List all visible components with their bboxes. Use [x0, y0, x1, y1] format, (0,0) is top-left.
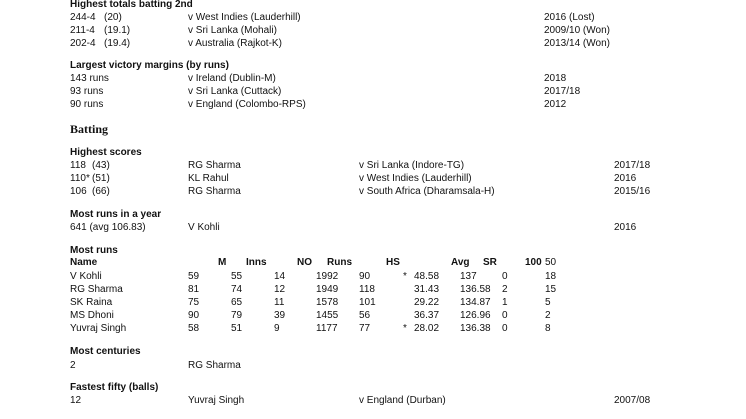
margin-opponent: v England (Colombo-RPS) — [188, 99, 306, 110]
runs-row-not-outs: 39 — [274, 310, 286, 321]
runs-row-matches: 59 — [188, 271, 200, 282]
batting-title: Batting — [70, 122, 109, 136]
total-season: 2009/10 (Won) — [544, 25, 610, 36]
margin-opponent: v Ireland (Dublin-M) — [188, 73, 276, 84]
column-header-innings: Inns — [246, 257, 267, 268]
runs-row-hundreds: 0 — [502, 323, 508, 334]
runs-row-fifties: 8 — [545, 323, 551, 334]
runs-row-hundreds: 0 — [502, 310, 508, 321]
centuries-count: 2 — [70, 360, 76, 371]
total-opponent: v Australia (Rajkot-K) — [188, 38, 282, 49]
total-overs: (19.1) — [104, 25, 131, 36]
column-header-average: Avg — [451, 257, 470, 268]
score-balls: (51) — [92, 173, 110, 184]
column-header-hundreds: 100 — [525, 257, 542, 268]
runs-row-runs: 1177 — [316, 323, 338, 334]
column-header-not-outs: NO — [297, 257, 312, 268]
runs-row-not-outs: 9 — [274, 323, 280, 334]
runs-row-average: 48.58 — [414, 271, 440, 282]
runs-row-runs: 1992 — [316, 271, 339, 282]
score-value: 106 — [70, 186, 87, 197]
runs-row-hundreds: 0 — [502, 271, 508, 282]
runs-row-name: Yuvraj Singh — [70, 323, 127, 334]
runs-row-strike-rate: 136.58 — [460, 284, 491, 295]
runs-row-innings: 51 — [231, 323, 243, 334]
runs-row-hundreds: 1 — [502, 297, 508, 308]
score-player: KL Rahul — [188, 173, 229, 184]
score-balls: (66) — [92, 186, 110, 197]
runs-row-high-score: 118 — [359, 284, 375, 295]
fifty-opponent: v England (Durban) — [359, 395, 446, 406]
column-header-fifties: 50 — [545, 257, 557, 268]
year-season: 2016 — [614, 222, 637, 233]
runs-row-name: MS Dhoni — [70, 310, 114, 321]
year-player: V Kohli — [188, 222, 220, 233]
runs-row-matches: 58 — [188, 323, 200, 334]
total-opponent: v West Indies (Lauderhill) — [188, 12, 301, 23]
runs-row-hundreds: 2 — [502, 284, 508, 295]
section-heading-largest-margins: Largest victory margins (by runs) — [70, 60, 229, 71]
section-heading-most-centuries: Most centuries — [70, 346, 141, 357]
score-season: 2017/18 — [614, 160, 651, 171]
column-header-name: Name — [70, 257, 98, 268]
runs-row-matches: 75 — [188, 297, 200, 308]
score-opponent: v Sri Lanka (Indore-TG) — [359, 160, 465, 171]
score-player: RG Sharma — [188, 186, 241, 197]
margin-opponent: v Sri Lanka (Cuttack) — [188, 86, 282, 97]
runs-row-fifties: 18 — [545, 271, 557, 282]
runs-row-matches: 81 — [188, 284, 200, 295]
runs-row-name: SK Raina — [70, 297, 113, 308]
runs-row-high-score: 90 — [359, 271, 371, 282]
total-season: 2013/14 (Won) — [544, 38, 610, 49]
section-heading-fastest-fifty: Fastest fifty (balls) — [70, 382, 159, 393]
fifty-player: Yuvraj Singh — [188, 395, 245, 406]
fifty-balls: 12 — [70, 395, 82, 406]
runs-row-innings: 55 — [231, 271, 243, 282]
fifty-season: 2007/08 — [614, 395, 651, 406]
runs-row-high-score: 56 — [359, 310, 371, 321]
score-value: 110* — [70, 173, 90, 184]
score-player: RG Sharma — [188, 160, 241, 171]
total-score: 211-4 — [70, 25, 95, 36]
runs-row-strike-rate: 134.87 — [460, 297, 491, 308]
total-score: 202-4 — [70, 38, 96, 49]
runs-row-average: 36.37 — [414, 310, 440, 321]
column-header-runs: Runs — [327, 257, 352, 268]
score-opponent: v West Indies (Lauderhill) — [359, 173, 472, 184]
runs-row-runs: 1949 — [316, 284, 339, 295]
section-heading-highest-scores: Highest scores — [70, 147, 142, 158]
runs-row-fifties: 2 — [545, 310, 551, 321]
runs-row-not-out-marker: * — [403, 271, 407, 282]
score-opponent: v South Africa (Dharamsala-H) — [359, 186, 495, 197]
section-heading-most-runs-year: Most runs in a year — [70, 209, 162, 220]
margin-season: 2012 — [544, 99, 567, 110]
runs-row-runs: 1578 — [316, 297, 339, 308]
runs-row-fifties: 15 — [545, 284, 557, 295]
runs-row-strike-rate: 136.38 — [460, 323, 491, 334]
total-opponent: v Sri Lanka (Mohali) — [188, 25, 277, 36]
runs-row-not-outs: 14 — [274, 271, 286, 282]
total-overs: (19.4) — [104, 38, 131, 49]
centuries-player: RG Sharma — [188, 360, 241, 371]
margin-runs: 93 runs — [70, 86, 104, 97]
runs-row-average: 29.22 — [414, 297, 440, 308]
section-heading-highest-totals-2nd: Highest totals batting 2nd — [70, 0, 193, 10]
score-season: 2015/16 — [614, 186, 651, 197]
score-value: 118 — [70, 160, 86, 171]
margin-runs: 143 runs — [70, 73, 109, 84]
runs-row-runs: 1455 — [316, 310, 339, 321]
runs-row-innings: 74 — [231, 284, 243, 295]
runs-row-innings: 79 — [231, 310, 243, 321]
runs-row-strike-rate: 137 — [460, 271, 477, 282]
column-header-strike-rate: SR — [483, 257, 497, 268]
runs-row-average: 31.43 — [414, 284, 440, 295]
margin-season: 2017/18 — [544, 86, 581, 97]
column-header-matches: M — [218, 257, 227, 268]
total-season: 2016 (Lost) — [544, 12, 595, 23]
runs-row-not-out-marker: * — [403, 323, 407, 334]
score-balls: (43) — [92, 160, 110, 171]
runs-row-not-outs: 11 — [274, 297, 285, 308]
margin-runs: 90 runs — [70, 99, 104, 110]
runs-row-name: RG Sharma — [70, 284, 123, 295]
total-score: 244-4 — [70, 12, 96, 23]
runs-row-matches: 90 — [188, 310, 200, 321]
year-runs: 641 (avg 106.83) — [70, 222, 146, 233]
total-overs: (20) — [104, 12, 122, 23]
runs-row-average: 28.02 — [414, 323, 440, 334]
runs-row-high-score: 101 — [359, 297, 376, 308]
runs-row-not-outs: 12 — [274, 284, 286, 295]
runs-row-name: V Kohli — [70, 271, 102, 282]
runs-row-innings: 65 — [231, 297, 243, 308]
runs-row-fifties: 5 — [545, 297, 551, 308]
margin-season: 2018 — [544, 73, 567, 84]
score-season: 2016 — [614, 173, 637, 184]
column-header-high-score: HS — [386, 257, 400, 268]
section-heading-most-runs: Most runs — [70, 245, 118, 256]
runs-row-strike-rate: 126.96 — [460, 310, 491, 321]
runs-row-high-score: 77 — [359, 323, 371, 334]
